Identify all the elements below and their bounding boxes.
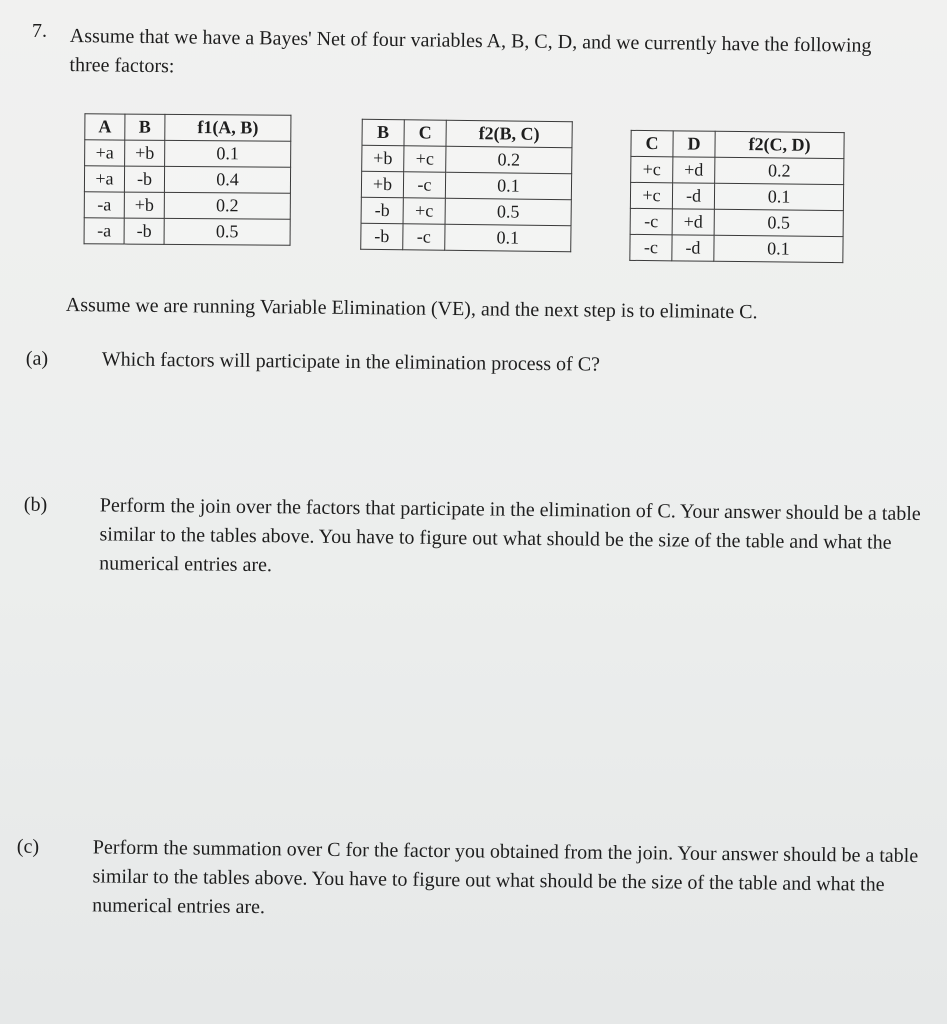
table-cell-value: 0.1 — [165, 140, 291, 167]
header-cell: B — [362, 119, 404, 146]
header-cell: C — [631, 130, 673, 156]
part-a-label: (a) — [25, 347, 49, 370]
table-row — [84, 218, 290, 245]
table-row — [362, 145, 572, 174]
table-cell: -c — [630, 234, 672, 260]
table-header-row — [362, 119, 572, 148]
table-cell: -c — [403, 172, 445, 199]
table-cell: +c — [404, 146, 446, 173]
header-cell-factor: f1(A, B) — [165, 114, 291, 141]
part-a — [25, 345, 922, 383]
table-row — [84, 192, 290, 219]
part-b-text: Perform the join over the factors that participate in the elimination of C. Your answer should be a table similar to the tables above. You have to figure out what should be the size of the table and what the numerical entries are. — [99, 494, 921, 577]
table-cell: +c — [631, 156, 673, 182]
table-cell: +b — [124, 192, 164, 218]
factor-table-f2-cd — [629, 130, 844, 263]
factor-table-f2-bc — [360, 119, 573, 253]
table-row — [630, 234, 843, 262]
table-row — [361, 223, 571, 252]
part-c-label: (c) — [16, 835, 40, 858]
header-cell: B — [125, 114, 165, 140]
table-cell: -b — [361, 197, 403, 224]
table-row — [630, 182, 843, 210]
table-cell-value: 0.1 — [445, 224, 571, 252]
table-cell-value: 0.5 — [164, 218, 290, 245]
table-header-row — [85, 114, 291, 141]
factor-table-f1 — [84, 113, 292, 245]
part-b-label: (b) — [23, 493, 48, 516]
table-cell-value: 0.5 — [714, 209, 843, 236]
table-cell: +d — [672, 209, 714, 235]
table-cell: -c — [403, 224, 445, 251]
table-cell: +b — [361, 171, 403, 198]
table-cell: -c — [630, 208, 672, 234]
table-cell: +b — [362, 145, 404, 172]
table-cell-value: 0.1 — [714, 235, 843, 262]
part-c-text: Perform the summation over C for the factor you obtained from the join. Your answer should be a table similar to the tables above. You have to figure out what should be the size of the table and what the numerical entries are. — [92, 836, 919, 919]
table-cell: -b — [124, 166, 164, 192]
table-cell: +c — [403, 198, 445, 225]
table-cell-value: 0.2 — [446, 146, 572, 174]
part-c — [16, 833, 928, 929]
table-row — [631, 156, 844, 184]
table-cell: +a — [84, 166, 124, 192]
table-cell: -a — [84, 218, 124, 244]
table-cell-value: 0.2 — [715, 157, 844, 184]
question-intro: Assume that we have a Bayes' Net of four variables A, B, C, D, and we currently have the following three factors: — [69, 24, 872, 78]
table-row — [84, 166, 290, 193]
ve-statement: Assume we are running Variable Elimination (VE), and the next step is to eliminate C. — [65, 293, 758, 324]
table-row — [361, 171, 571, 200]
table-cell: +a — [85, 140, 125, 166]
table-header-row — [631, 130, 844, 158]
header-cell: C — [404, 120, 446, 147]
header-cell: D — [673, 131, 715, 157]
table-row — [361, 197, 571, 226]
table-row — [630, 208, 843, 236]
table-cell: -d — [672, 183, 714, 209]
header-cell-factor: f2(C, D) — [715, 131, 844, 158]
part-b — [23, 491, 930, 587]
table-cell-value: 0.5 — [445, 198, 571, 226]
question-number: 7. — [32, 20, 47, 42]
table-cell: -a — [84, 192, 124, 218]
table-cell: -b — [124, 218, 164, 244]
table-cell-value: 0.1 — [714, 183, 843, 210]
table-cell-value: 0.4 — [164, 166, 290, 193]
table-cell: -d — [672, 235, 714, 261]
table-cell: +b — [125, 140, 165, 166]
table-row — [85, 140, 291, 167]
table-cell-value: 0.2 — [164, 192, 290, 219]
header-cell-factor: f2(B, C) — [446, 120, 572, 148]
table-cell-value: 0.1 — [445, 172, 571, 200]
table-cell: +c — [630, 182, 672, 208]
table-cell: +d — [673, 157, 715, 183]
table-cell: -b — [361, 223, 403, 250]
header-cell: A — [85, 114, 125, 140]
part-a-text: Which factors will participate in the elimination process of C? — [101, 348, 601, 376]
